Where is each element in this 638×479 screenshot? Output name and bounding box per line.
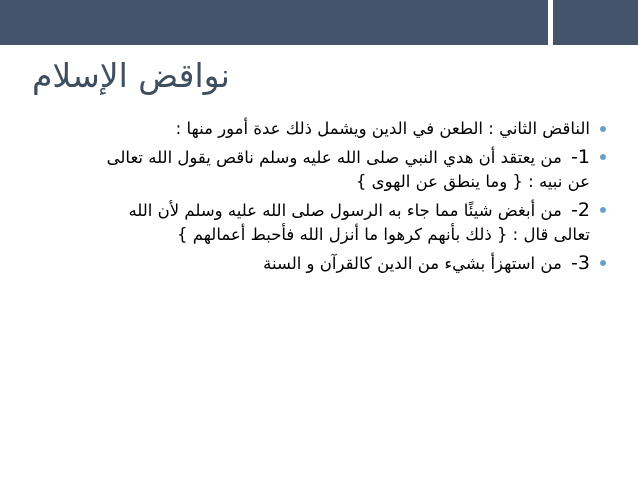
bullet-number: 2- <box>571 198 590 221</box>
bullet-item <box>14 198 606 248</box>
bullet-line <box>14 251 590 277</box>
bullet-item <box>14 117 606 142</box>
bullet-line-text: من استهزأ بشيء من الدين كالقرآن و السنة <box>263 253 562 273</box>
header-bar <box>0 0 638 45</box>
bullet-line: عن نبيه : { وما ينطق عن الهوى } <box>355 172 590 191</box>
slide-title-text: نواقض الإسلام <box>32 56 230 95</box>
slide-title <box>0 54 600 98</box>
bullet-line-text: من يعتقد أن هدي النبي صلى الله عليه وسلم ناقص يقول الله تعالى <box>106 147 562 167</box>
header-bar-main <box>0 0 548 45</box>
bullet-list <box>14 117 606 279</box>
bullet-item <box>14 145 606 195</box>
bullet-line <box>14 145 590 171</box>
bullet-line: الناقض الثاني : الطعن في الدين ويشمل ذلك عدة أمور منها : <box>175 119 590 138</box>
bullet-dot-icon <box>600 207 606 213</box>
bullet-dot-icon <box>600 154 606 160</box>
bullet-dot-icon <box>600 260 606 266</box>
bullet-number: 1- <box>571 145 590 168</box>
header-bar-accent <box>553 0 638 45</box>
bullet-dot-icon <box>600 126 606 132</box>
bullet-line: تعالى قال : { ذلك بأنهم كرهوا ما أنزل الله فأحبط أعمالهم } <box>176 225 590 244</box>
bullet-number: 3- <box>571 251 590 274</box>
bullet-line-text: من أبغض شيئًا مما جاء به الرسول صلى الله عليه وسلم لأن الله <box>128 200 562 220</box>
bullet-line <box>14 198 590 224</box>
bullet-item <box>14 251 606 277</box>
